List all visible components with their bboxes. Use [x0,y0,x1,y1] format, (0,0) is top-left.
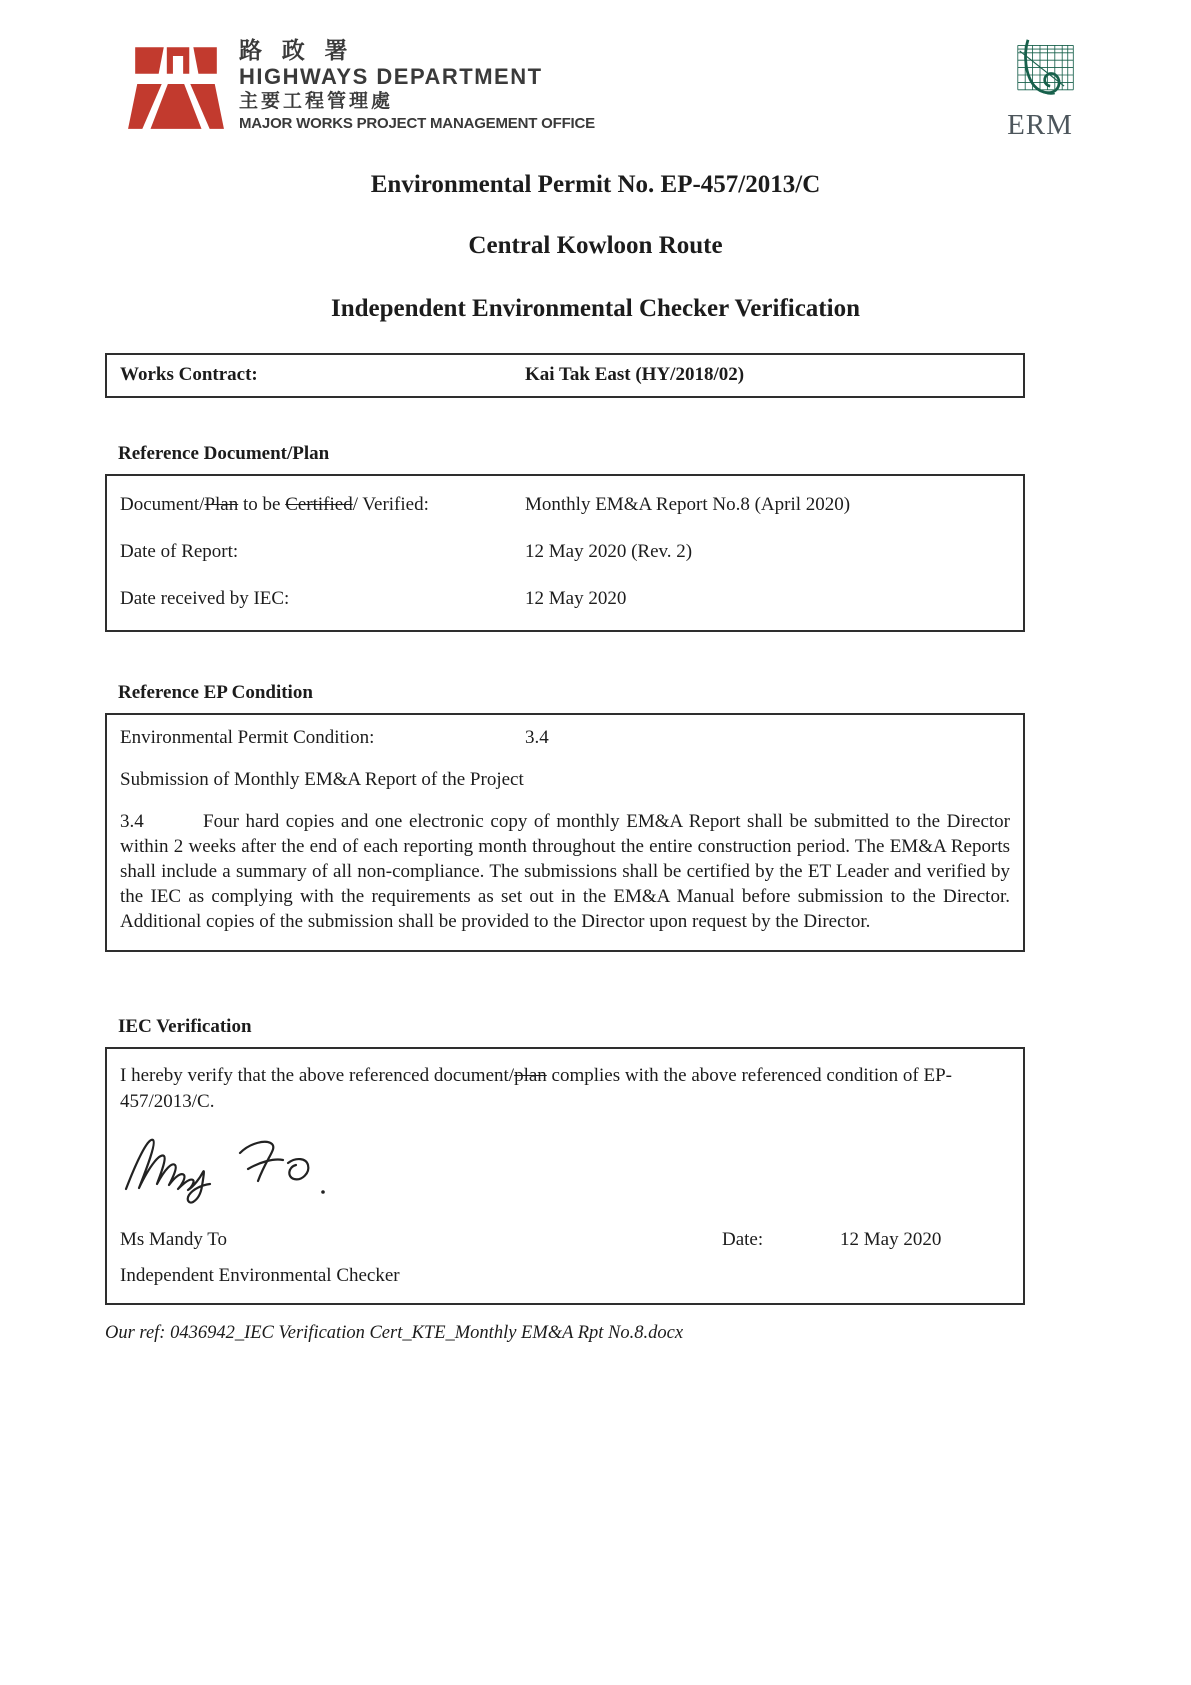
department-name-chinese: 路 政 署 [239,38,355,63]
masthead [0,0,1191,141]
ep-condition-box [105,713,1025,952]
document-verified-row [107,488,1023,522]
department-name-english: HIGHWAYS DEPARTMENT [239,64,543,89]
date-label: Date: [722,1229,764,1250]
reference-ep-condition-heading: Reference EP Condition [118,682,313,703]
date-received-value: 12 May 2020 [525,588,627,609]
works-contract-row [107,364,1023,386]
strikethrough-certified: Certified [285,494,353,515]
highways-department-logo-icon [125,36,227,132]
works-contract-label: Works Contract: [120,364,258,385]
department-titles [239,36,595,134]
iec-verification-heading: IEC Verification [118,1016,252,1037]
strikethrough-plan: Plan [204,494,239,515]
signature-handwriting-icon [120,1129,335,1207]
signatory-title: Independent Environmental Checker [120,1265,400,1286]
strikethrough-plan-statement: plan [514,1065,547,1086]
reference-document-box [105,474,1025,632]
document-verified-value: Monthly EM&A Report No.8 (April 2020) [525,494,851,515]
signatory-name: Ms Mandy To [120,1229,228,1250]
ep-condition-clause [107,809,1023,934]
date-of-report-row [107,535,1023,569]
works-contract-value: Kai Tak East (HY/2018/02) [525,364,745,385]
reference-document-heading: Reference Document/Plan [118,443,330,464]
erm-wordmark: ERM [1007,109,1073,141]
project-title: Central Kowloon Route [468,232,723,259]
signature-area [107,1129,1023,1211]
document-type-title: Independent Environmental Checker Verification [331,295,860,322]
verification-statement: I hereby verify that the above referenced document/plan complies with the above referenced condition of EP-457/2013/C. [120,1065,952,1112]
erm-block [997,36,1083,140]
clause-text: Four hard copies and one electronic copy of monthly EM&A Report shall be submitted to the Director within 2 weeks after the end of each reporting month throughout the entire construction period. The EM&A Reports shall include a summary of all non-compliance. The submissions shall be certified by the ET Leader and verified by the IEC as complying with the requirements as set out in the EM&A Manual before submission to the Director. Additional copies of the submission shall be provided to the Director upon request by the Director. [120,811,1010,932]
document-verified-label: Document/Plan to be Certified/ Verified: [120,494,429,515]
office-name-english: MAJOR WORKS PROJECT MANAGEMENT OFFICE [239,115,595,132]
office-name-chinese: 主要工程管理處 [239,91,394,112]
signatory-date-row [107,1229,1023,1251]
ep-condition-row [107,727,1023,749]
works-contract-box [105,353,1025,398]
iec-verification-box [105,1047,1025,1305]
date-of-report-label: Date of Report: [120,541,239,562]
date-received-row [107,582,1023,616]
clause-number: 3.4 [120,811,144,832]
date-of-report-value: 12 May 2020 (Rev. 2) [525,541,693,562]
erm-fern-grid-logo-icon [1000,38,1080,112]
permit-number-title: Environmental Permit No. EP-457/2013/C [370,171,821,198]
highways-department-block [125,36,595,134]
our-ref-line: Our ref: 0436942_IEC Verification Cert_KTE_Monthly EM&A Rpt No.8.docx [105,1323,684,1343]
date-received-label: Date received by IEC: [120,588,290,609]
ep-condition-label: Environmental Permit Condition: [120,727,375,748]
date-value: 12 May 2020 [840,1229,942,1250]
ep-condition-value: 3.4 [525,727,549,748]
ep-condition-subject: Submission of Monthly EM&A Report of the Project [120,769,524,790]
